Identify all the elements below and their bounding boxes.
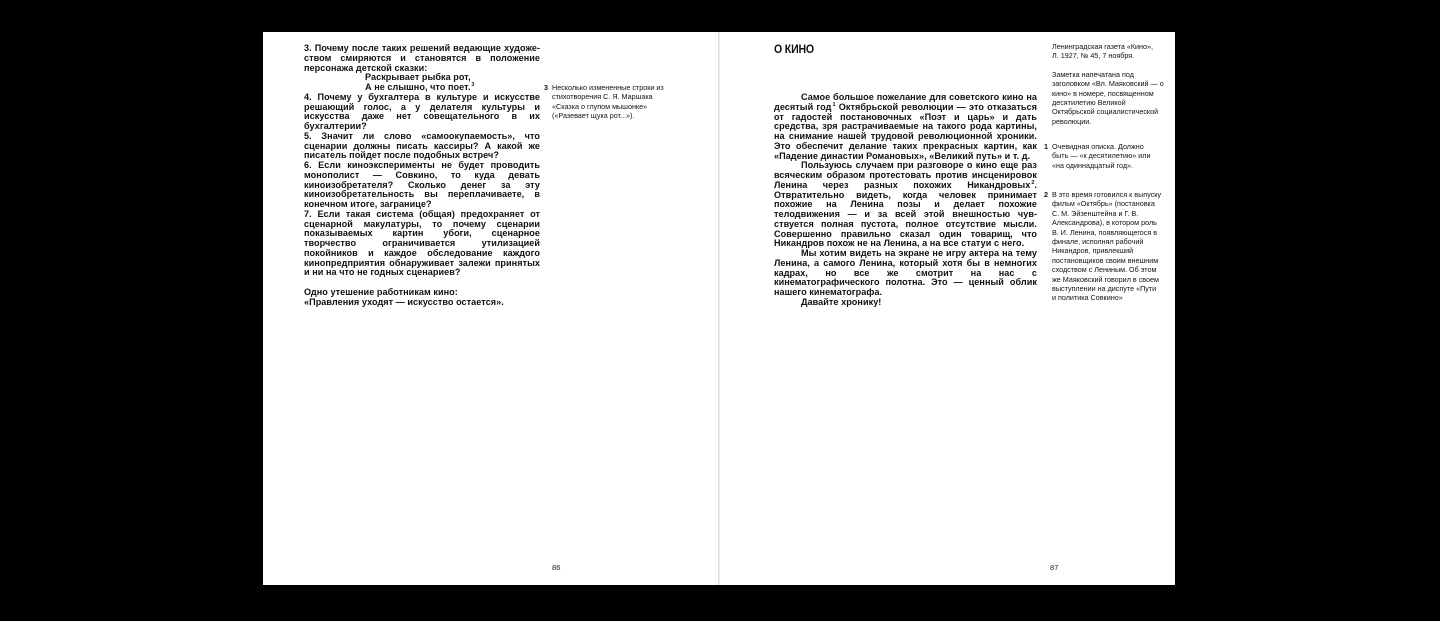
poem-line-2: А не слышно, что поет.$^3$: [365, 82, 475, 92]
article-title: О КИНО: [774, 42, 814, 56]
question-6: 6. Если киноэксперименты не будет проводить монополист — Совкино, то куда девать киноизобретателя? Сколько денег за эту киноизобретательность вы переплачиваете, в конечном итоге, загранице?: [304, 160, 540, 209]
left-page: [263, 32, 719, 585]
footnote-2-text: В это время готовился к выпуску фильм «Октябрь» (постановка С. М. Эйзенштейна и Г. В. Александрова), в котором роль В. И. Ленина, появляющегося в финале, исполнял рабочий Никандров, привлекший постановщиков своим внешним сходством с Лениным. Об этом же Маяковский говорил в своем выступлении на диспуте «Пути и политика Совкино»: [1052, 190, 1162, 303]
article-paragraph-4: Давайте хронику!: [801, 296, 882, 307]
closing-line-1: Одно утешение работникам кино:: [304, 286, 458, 297]
question-7: 7. Если такая система (общая) предохраняет от сценарной макулатуры, то почему сценарии показываемых картин убоги, сценарное творчество ограничивается утилизацией покойников и каждое обследование каждого кинопредприятия обнаруживает залежи принятых и ни на что не годных сценариев?: [304, 208, 540, 278]
question-4: 4. Почему у бухгалтера в культуре и искусстве решающий голос, а у делателя культуры и искусства даже нет совещательного в их бухгалтерии?: [304, 91, 540, 131]
question-5: 5. Значит ли слово «самоокупаемость», что сценарии должны писать кассиры? А какой же писатель пойдет после подобных встреч?: [304, 130, 540, 161]
poem-line-1: Раскрывает рыбка рот,: [365, 72, 471, 83]
source-note: Заметка напечатана под заголовком «Вл. Маяковский — о кино» в номере, посвященном десятилетию Великой Октябрьской социалистической революции.: [1052, 69, 1164, 126]
page-number-left: 86: [552, 563, 561, 572]
footnote-3-text: Несколько измененные строки из стихотворения С. Я. Маршака «Сказка о глупом мышонке» («Разевает щука рот...»).: [552, 83, 664, 121]
source-line-2: Л. 1927, № 45, 7 ноября.: [1052, 51, 1135, 61]
footnote-ref-3: 3: [471, 82, 475, 88]
article-paragraph-3: Мы хотим видеть на экране не игру актера на тему Ленина, а самого Ленина, который хотя бы в немногих кадрах, но все же смотрит на нас с кинематографического полотна. Это — ценный облик нашего кинематографа.: [774, 248, 1037, 297]
left-main-text: [304, 44, 540, 307]
footnote-3-number: 3: [544, 83, 548, 92]
article-paragraph-1: Самое большое пожелание для советского кино на десятый год$^1$ Октябрьской революции — это отказаться от гадостей постановочных «Поэт и царь» и дать средства, зря растрачиваемые на такого рода картины, на снимание нашей трудовой революционной хроники. Это обеспечит делание таких прекрасных картин, как «Падение династии Романовых», «Великий путь» и т. д.: [774, 92, 1037, 161]
footnote-ref-1: 1: [832, 101, 836, 108]
question-3: 3. Почему после таких решений ведающие художеством смиряются и становятся в положение персонажа детской сказки:: [304, 43, 540, 73]
footnote-1-text: Очевидная описка. Должно быть — «к десятилетию» или «на одиннадцатый год».: [1052, 142, 1151, 170]
footnote-1: [1044, 142, 1156, 170]
source-citation: [1052, 42, 1164, 126]
right-main-text: [774, 93, 1037, 308]
footnote-1-number: 1: [1044, 142, 1048, 151]
article-paragraph-2: Пользуюсь случаем при разговоре о кино еще раз всяческим образом протестовать против инсценировок Ленина через разных похожих Никандровых$^2$. Отвратительно видеть, когда человек принимает похожие на Ленина позы и делает похожие телодвижения — и за всей этой внешностью чувствуется полная пустота, полное отсутствие мысли. Совершенно правильно сказал один товарищ, что Никандров похож не на Ленина, а на все статуи с него.: [774, 160, 1037, 249]
footnote-3: [544, 83, 664, 121]
footnote-2-number: 2: [1044, 190, 1048, 199]
footnote-ref-2: 2: [1031, 179, 1035, 186]
right-page: [719, 32, 1175, 585]
footnote-2: [1044, 190, 1162, 303]
source-line-1: Ленинградская газета «Кино»,: [1052, 42, 1153, 51]
book-spread: [263, 32, 1175, 585]
page-number-right: 87: [1050, 563, 1059, 572]
closing-line-2: «Правления уходят — искусство остается».: [304, 296, 504, 307]
